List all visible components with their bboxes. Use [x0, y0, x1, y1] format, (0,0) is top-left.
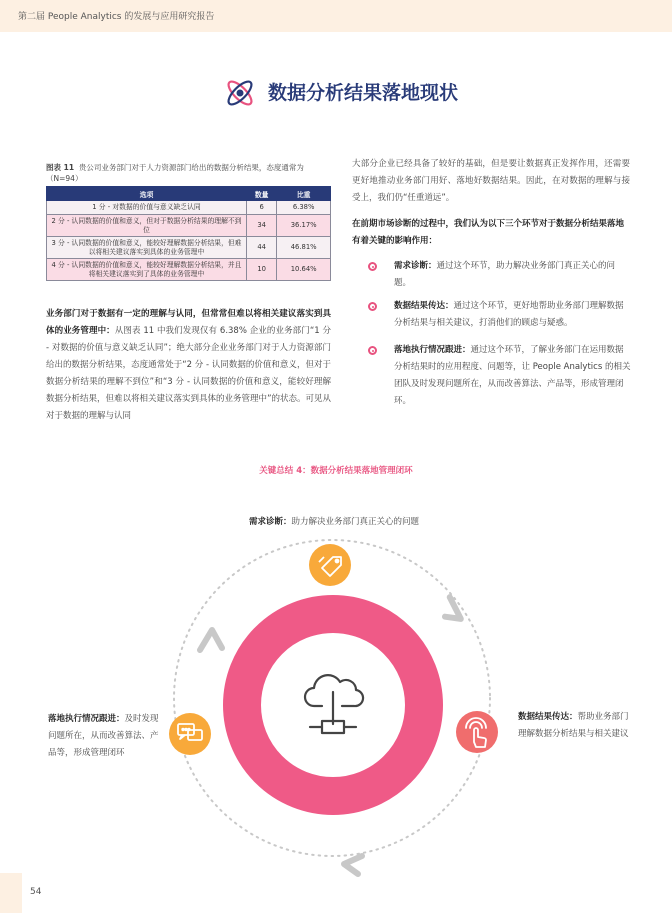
table-caption: [46, 162, 331, 184]
tag-node: [309, 544, 351, 586]
table-row: [47, 215, 331, 237]
page-number-tab: [0, 873, 22, 913]
node-right-title: 数据结果传达：: [518, 712, 578, 722]
node-top-desc: 助力解决业务部门真正关心的问题: [291, 517, 420, 527]
left-paragraph-body: 从图表 11 中我们发现仅有 6.38% 企业的业务部门“1 分 - 对数据的价值与意义缺乏认同”；绝大部分企业业务部门对于人力资源部门给出的数据分析结果，态度通常处于“2 分 - 认同数据的价值和意义，但对于数据分析结果的理解不到位”和“3 分 - 认同数据的价值和意义，能较好理解数据分析结果，但难以将相关建议落实到具体的业务管理中”的状态。可见从对于数据的理解与认同: [46, 326, 331, 421]
cell-count: 44: [247, 237, 277, 259]
bullet-text: 通过这个环节，更好地帮助业务部门理解数据分析结果与相关建议，打消他们的顾虑与疑惑。: [394, 301, 624, 328]
table-row: [47, 201, 331, 215]
node-right-text: [518, 709, 630, 743]
cell-option: 1 分 - 对数据的价值与意义缺乏认同: [47, 201, 247, 215]
running-header: 第二届 People Analytics 的发展与应用研究报告: [18, 12, 215, 22]
closed-loop-diagram: [0, 480, 672, 913]
cell-pct: 46.81%: [277, 237, 331, 259]
cell-option: 3 分 - 认同数据的价值和意义，能较好理解数据分析结果，但难以将相关建议落实到具体的业务管理中: [47, 237, 247, 259]
table-row: [47, 259, 331, 281]
node-top-text: [249, 514, 419, 531]
bullet-title: 数据结果传达：: [394, 301, 454, 311]
node-left-text: [48, 711, 160, 762]
right-paragraph-lead: 在前期市场诊断的过程中，我们认为以下三个环节对于数据分析结果落地有着关键的影响作用：: [352, 219, 625, 246]
cell-pct: 36.17%: [277, 215, 331, 237]
right-paragraph: 大部分企业已经具备了较好的基础，但是要让数据真正发挥作用，还需要更好地推动业务部门用好、落地好数据结果。因此，在对数据的理解与接受上，我们仍“任重道远”。: [352, 159, 630, 203]
left-paragraph-lead: 业务部门对于数据有一定的理解与认同，但常常但难以将相关建议落实到具体的业务管理中：: [46, 309, 331, 336]
cell-count: 6: [247, 201, 277, 215]
table-header-option: 选项: [47, 187, 247, 201]
cell-option: 4 分 - 认同数据的价值和意义，能较好理解数据分析结果，并且将相关建议落实到了具体的业务管理中: [47, 259, 247, 281]
chat-node: [169, 713, 211, 755]
bullet-text: 通过这个环节，助力解决业务部门真正关心的问题。: [394, 261, 616, 288]
bullet-title: 需求诊断：: [394, 261, 437, 271]
cell-pct: 10.64%: [277, 259, 331, 281]
survey-table: [46, 186, 331, 281]
arrow-icon: [200, 630, 222, 650]
atom-icon: [222, 75, 258, 111]
node-right-desc: 帮助业务部门理解数据分析结果与相关建议: [518, 712, 629, 739]
arrow-icon: [445, 597, 464, 619]
cell-pct: 6.38%: [277, 201, 331, 215]
page-title: 数据分析结果落地现状: [268, 82, 459, 104]
left-paragraph: [46, 306, 331, 425]
node-left-desc: 及时发现问题所在，从而改善算法、产品等，形成管理闭环: [48, 714, 159, 758]
cell-option: 2 分 - 认同数据的价值和意义，但对于数据分析结果的理解不到位: [47, 215, 247, 237]
bullet-dot-icon: [368, 262, 377, 271]
node-top-title: 需求诊断：: [249, 517, 292, 527]
bullet-dot-icon: [368, 346, 377, 355]
table-header-count: 数量: [247, 187, 277, 201]
table-caption-label: 图表 11: [46, 163, 75, 172]
bullet-text: 通过这个环节，了解业务部门在运用数据分析结果时的应用程度、问题等，让 People Analytics 的相关团队及时发现问题所在，从而改善算法、产品等，形成管理闭环。: [394, 345, 631, 406]
table-header-pct: 比重: [277, 187, 331, 201]
page-number: 54: [30, 887, 42, 897]
table-row: [47, 237, 331, 259]
bullet-dot-icon: [368, 302, 377, 311]
arrow-icon: [344, 856, 362, 874]
summary-title: 关键总结 4：数据分析结果落地管理闭环: [259, 466, 413, 476]
cell-count: 34: [247, 215, 277, 237]
loop-graphic: [0, 480, 672, 913]
bullet-title: 落地执行情况跟进：: [394, 345, 471, 355]
table-caption-text: 贵公司业务部门对于人力资源部门给出的数据分析结果，态度通常为（N=94）: [46, 163, 304, 183]
cell-count: 10: [247, 259, 277, 281]
node-left-title: 落地执行情况跟进：: [48, 714, 125, 724]
